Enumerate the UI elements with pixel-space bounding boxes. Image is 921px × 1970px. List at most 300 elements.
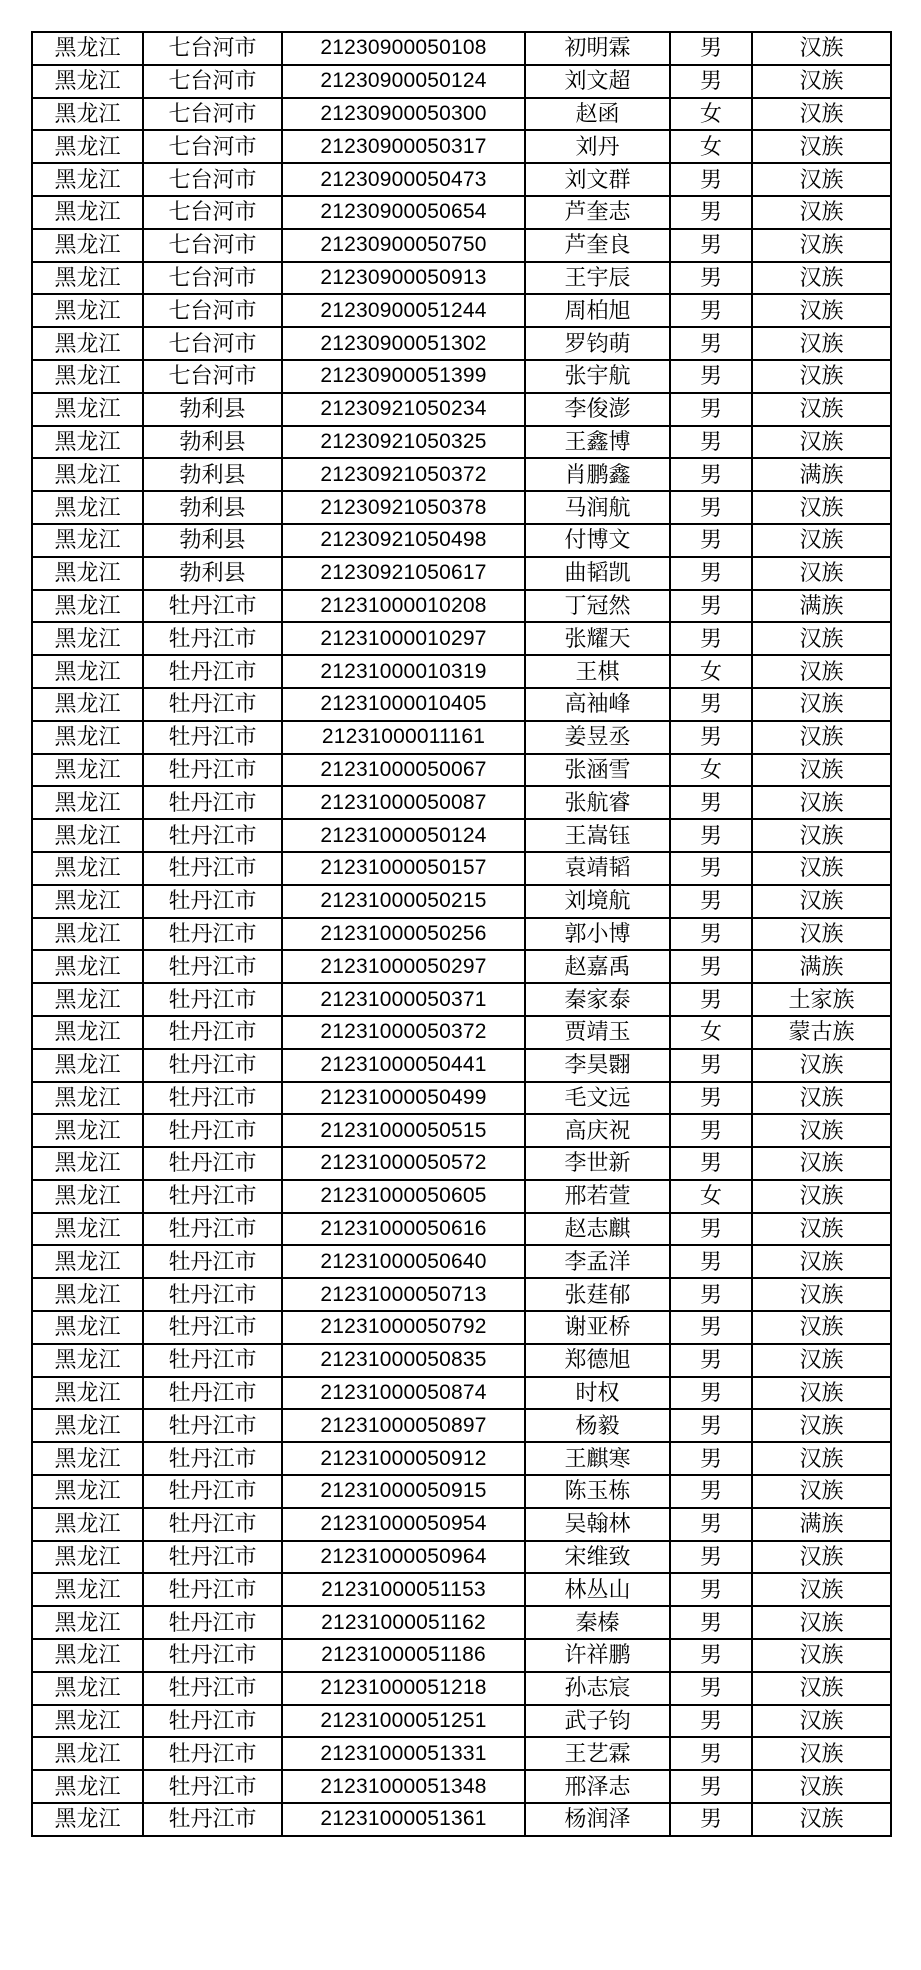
ethnicity-cell: 汉族 [752,1213,891,1246]
gender-cell: 男 [670,1344,752,1377]
province-cell: 黑龙江 [32,1442,143,1475]
city-cell: 牡丹江市 [143,754,282,787]
name-cell: 张耀天 [525,622,670,655]
name-cell: 高庆祝 [525,1114,670,1147]
city-cell: 勃利县 [143,458,282,491]
name-cell: 赵嘉禹 [525,950,670,983]
ethnicity-cell: 汉族 [752,1409,891,1442]
name-cell: 郑德旭 [525,1344,670,1377]
city-cell: 七台河市 [143,229,282,262]
name-cell: 王艺霖 [525,1737,670,1770]
gender-cell: 男 [670,721,752,754]
city-cell: 牡丹江市 [143,918,282,951]
name-cell: 王棋 [525,655,670,688]
city-cell: 牡丹江市 [143,1278,282,1311]
name-cell: 李昊翾 [525,1049,670,1082]
province-cell: 黑龙江 [32,885,143,918]
name-cell: 陈玉栋 [525,1475,670,1508]
table-row [32,557,891,590]
ethnicity-cell: 汉族 [752,754,891,787]
city-cell: 牡丹江市 [143,1770,282,1803]
exam-id-cell: 21231000050964 [282,1541,525,1574]
exam-id-cell: 21231000051153 [282,1573,525,1606]
name-cell: 李俊澎 [525,393,670,426]
city-cell: 七台河市 [143,262,282,295]
table-row [32,688,891,721]
ethnicity-cell: 汉族 [752,622,891,655]
ethnicity-cell: 汉族 [752,1082,891,1115]
table-row [32,360,891,393]
gender-cell: 女 [670,754,752,787]
city-cell: 牡丹江市 [143,885,282,918]
city-cell: 牡丹江市 [143,655,282,688]
gender-cell: 男 [670,229,752,262]
gender-cell: 男 [670,885,752,918]
ethnicity-cell: 汉族 [752,130,891,163]
ethnicity-cell: 汉族 [752,1672,891,1705]
table-row [32,32,891,65]
table-row [32,1803,891,1836]
ethnicity-cell: 满族 [752,590,891,623]
name-cell: 李世新 [525,1147,670,1180]
gender-cell: 男 [670,1737,752,1770]
province-cell: 黑龙江 [32,163,143,196]
province-cell: 黑龙江 [32,1770,143,1803]
city-cell: 牡丹江市 [143,852,282,885]
city-cell: 牡丹江市 [143,721,282,754]
city-cell: 七台河市 [143,163,282,196]
exam-id-cell: 21231000050572 [282,1147,525,1180]
gender-cell: 男 [670,1311,752,1344]
ethnicity-cell: 土家族 [752,983,891,1016]
name-cell: 王鑫博 [525,426,670,459]
province-cell: 黑龙江 [32,1147,143,1180]
name-cell: 宋维致 [525,1541,670,1574]
city-cell: 牡丹江市 [143,1377,282,1410]
name-cell: 赵函 [525,98,670,131]
gender-cell: 女 [670,98,752,131]
table-row [32,1770,891,1803]
exam-id-cell: 21231000050157 [282,852,525,885]
ethnicity-cell: 满族 [752,458,891,491]
table-row [32,98,891,131]
province-cell: 黑龙江 [32,1180,143,1213]
ethnicity-cell: 汉族 [752,852,891,885]
exam-id-cell: 21231000051251 [282,1705,525,1738]
name-cell: 杨润泽 [525,1803,670,1836]
ethnicity-cell: 汉族 [752,1245,891,1278]
city-cell: 勃利县 [143,557,282,590]
province-cell: 黑龙江 [32,1344,143,1377]
city-cell: 七台河市 [143,98,282,131]
province-cell: 黑龙江 [32,1311,143,1344]
name-cell: 贾靖玉 [525,1016,670,1049]
exam-id-cell: 21231000050897 [282,1409,525,1442]
ethnicity-cell: 汉族 [752,557,891,590]
province-cell: 黑龙江 [32,688,143,721]
province-cell: 黑龙江 [32,983,143,1016]
ethnicity-cell: 汉族 [752,1770,891,1803]
name-cell: 刘文群 [525,163,670,196]
name-cell: 王宇辰 [525,262,670,295]
exam-id-cell: 21231000050835 [282,1344,525,1377]
gender-cell: 女 [670,655,752,688]
table-row [32,590,891,623]
exam-id-cell: 21231000051331 [282,1737,525,1770]
ethnicity-cell: 汉族 [752,1114,891,1147]
city-cell: 勃利县 [143,393,282,426]
exam-id-cell: 21231000050640 [282,1245,525,1278]
ethnicity-cell: 汉族 [752,1377,891,1410]
ethnicity-cell: 汉族 [752,1278,891,1311]
name-cell: 张莛郁 [525,1278,670,1311]
exam-id-cell: 21231000011161 [282,721,525,754]
province-cell: 黑龙江 [32,1049,143,1082]
ethnicity-cell: 汉族 [752,163,891,196]
exam-id-cell: 21231000051218 [282,1672,525,1705]
province-cell: 黑龙江 [32,294,143,327]
province-cell: 黑龙江 [32,1672,143,1705]
table-row [32,950,891,983]
city-cell: 牡丹江市 [143,1245,282,1278]
city-cell: 七台河市 [143,360,282,393]
ethnicity-cell: 汉族 [752,819,891,852]
ethnicity-cell: 汉族 [752,294,891,327]
name-cell: 张航睿 [525,786,670,819]
ethnicity-cell: 汉族 [752,1573,891,1606]
table-row [32,1082,891,1115]
table-row [32,754,891,787]
province-cell: 黑龙江 [32,1573,143,1606]
province-cell: 黑龙江 [32,1082,143,1115]
gender-cell: 男 [670,786,752,819]
table-row [32,1114,891,1147]
gender-cell: 男 [670,426,752,459]
table-row [32,1573,891,1606]
ethnicity-cell: 汉族 [752,360,891,393]
table-row [32,229,891,262]
province-cell: 黑龙江 [32,950,143,983]
exam-id-cell: 21230921050372 [282,458,525,491]
ethnicity-cell: 汉族 [752,426,891,459]
province-cell: 黑龙江 [32,1213,143,1246]
exam-id-cell: 21231000050954 [282,1508,525,1541]
city-cell: 七台河市 [143,327,282,360]
table-row [32,294,891,327]
table-row [32,1705,891,1738]
ethnicity-cell: 汉族 [752,65,891,98]
gender-cell: 男 [670,622,752,655]
exam-id-cell: 21230900050913 [282,262,525,295]
table-row [32,1639,891,1672]
province-cell: 黑龙江 [32,524,143,557]
ethnicity-cell: 汉族 [752,786,891,819]
city-cell: 牡丹江市 [143,622,282,655]
name-cell: 孙志宸 [525,1672,670,1705]
name-cell: 李孟洋 [525,1245,670,1278]
city-cell: 牡丹江市 [143,1803,282,1836]
city-cell: 牡丹江市 [143,1016,282,1049]
city-cell: 牡丹江市 [143,950,282,983]
name-cell: 赵志麒 [525,1213,670,1246]
province-cell: 黑龙江 [32,1016,143,1049]
table-row [32,426,891,459]
province-cell: 黑龙江 [32,1377,143,1410]
gender-cell: 男 [670,491,752,524]
province-cell: 黑龙江 [32,1705,143,1738]
city-cell: 七台河市 [143,65,282,98]
table-row [32,852,891,885]
table-row [32,1245,891,1278]
name-cell: 秦家泰 [525,983,670,1016]
name-cell: 郭小博 [525,918,670,951]
exam-id-cell: 21231000050124 [282,819,525,852]
gender-cell: 男 [670,360,752,393]
city-cell: 牡丹江市 [143,1114,282,1147]
gender-cell: 女 [670,1180,752,1213]
table-row [32,1541,891,1574]
student-roster-table [31,31,892,1837]
exam-id-cell: 21231000050605 [282,1180,525,1213]
exam-id-cell: 21230900050473 [282,163,525,196]
gender-cell: 男 [670,1475,752,1508]
province-cell: 黑龙江 [32,229,143,262]
gender-cell: 女 [670,1016,752,1049]
exam-id-cell: 21230900050654 [282,196,525,229]
province-cell: 黑龙江 [32,1475,143,1508]
gender-cell: 男 [670,688,752,721]
city-cell: 七台河市 [143,294,282,327]
exam-id-cell: 21231000050441 [282,1049,525,1082]
province-cell: 黑龙江 [32,721,143,754]
name-cell: 马润航 [525,491,670,524]
table-row [32,655,891,688]
name-cell: 高袖峰 [525,688,670,721]
province-cell: 黑龙江 [32,1639,143,1672]
table-row [32,1049,891,1082]
province-cell: 黑龙江 [32,360,143,393]
gender-cell: 男 [670,262,752,295]
gender-cell: 男 [670,1049,752,1082]
table-row [32,1147,891,1180]
exam-id-cell: 21231000051186 [282,1639,525,1672]
city-cell: 牡丹江市 [143,1672,282,1705]
province-cell: 黑龙江 [32,590,143,623]
exam-id-cell: 21231000050915 [282,1475,525,1508]
name-cell: 芦奎良 [525,229,670,262]
name-cell: 王麒寒 [525,1442,670,1475]
name-cell: 毛文远 [525,1082,670,1115]
gender-cell: 男 [670,1147,752,1180]
province-cell: 黑龙江 [32,622,143,655]
table-row [32,1737,891,1770]
exam-id-cell: 21231000010319 [282,655,525,688]
table-row [32,491,891,524]
gender-cell: 男 [670,294,752,327]
province-cell: 黑龙江 [32,1114,143,1147]
exam-id-cell: 21231000050215 [282,885,525,918]
name-cell: 林丛山 [525,1573,670,1606]
city-cell: 牡丹江市 [143,1147,282,1180]
ethnicity-cell: 汉族 [752,32,891,65]
ethnicity-cell: 汉族 [752,721,891,754]
ethnicity-cell: 汉族 [752,1541,891,1574]
city-cell: 牡丹江市 [143,1705,282,1738]
exam-id-cell: 21231000050499 [282,1082,525,1115]
table-row [32,1672,891,1705]
gender-cell: 男 [670,918,752,951]
province-cell: 黑龙江 [32,1606,143,1639]
city-cell: 牡丹江市 [143,1508,282,1541]
exam-id-cell: 21230900050124 [282,65,525,98]
name-cell: 时权 [525,1377,670,1410]
name-cell: 丁冠然 [525,590,670,623]
exam-id-cell: 21230900050750 [282,229,525,262]
province-cell: 黑龙江 [32,754,143,787]
gender-cell: 男 [670,1705,752,1738]
ethnicity-cell: 满族 [752,950,891,983]
table-row [32,524,891,557]
city-cell: 牡丹江市 [143,1049,282,1082]
name-cell: 许祥鹏 [525,1639,670,1672]
exam-id-cell: 21230921050234 [282,393,525,426]
table-row [32,983,891,1016]
gender-cell: 男 [670,1409,752,1442]
gender-cell: 男 [670,1803,752,1836]
name-cell: 周柏旭 [525,294,670,327]
province-cell: 黑龙江 [32,130,143,163]
city-cell: 牡丹江市 [143,1573,282,1606]
table-row [32,1606,891,1639]
province-cell: 黑龙江 [32,393,143,426]
gender-cell: 男 [670,65,752,98]
exam-id-cell: 21231000050087 [282,786,525,819]
gender-cell: 男 [670,1114,752,1147]
table-row [32,1508,891,1541]
name-cell: 刘文超 [525,65,670,98]
table-row [32,1409,891,1442]
name-cell: 刘境航 [525,885,670,918]
exam-id-cell: 21231000050616 [282,1213,525,1246]
gender-cell: 男 [670,557,752,590]
province-cell: 黑龙江 [32,1409,143,1442]
province-cell: 黑龙江 [32,327,143,360]
exam-id-cell: 21230900050300 [282,98,525,131]
table-row [32,65,891,98]
name-cell: 姜昱丞 [525,721,670,754]
table-row [32,1344,891,1377]
name-cell: 肖鹏鑫 [525,458,670,491]
ethnicity-cell: 汉族 [752,524,891,557]
gender-cell: 男 [670,1508,752,1541]
gender-cell: 男 [670,32,752,65]
exam-id-cell: 21231000051361 [282,1803,525,1836]
city-cell: 勃利县 [143,524,282,557]
ethnicity-cell: 汉族 [752,196,891,229]
city-cell: 牡丹江市 [143,1475,282,1508]
exam-id-cell: 21231000050874 [282,1377,525,1410]
ethnicity-cell: 汉族 [752,918,891,951]
ethnicity-cell: 汉族 [752,1311,891,1344]
city-cell: 牡丹江市 [143,819,282,852]
ethnicity-cell: 汉族 [752,491,891,524]
roster-body [32,32,891,1836]
ethnicity-cell: 汉族 [752,1049,891,1082]
city-cell: 牡丹江市 [143,1409,282,1442]
table-row [32,786,891,819]
exam-id-cell: 21231000051348 [282,1770,525,1803]
city-cell: 牡丹江市 [143,1606,282,1639]
name-cell: 初明霖 [525,32,670,65]
gender-cell: 男 [670,327,752,360]
gender-cell: 男 [670,1442,752,1475]
table-row [32,819,891,852]
ethnicity-cell: 汉族 [752,1803,891,1836]
ethnicity-cell: 汉族 [752,1344,891,1377]
name-cell: 吴翰林 [525,1508,670,1541]
table-row [32,1475,891,1508]
exam-id-cell: 21231000050515 [282,1114,525,1147]
exam-id-cell: 21231000050256 [282,918,525,951]
province-cell: 黑龙江 [32,262,143,295]
name-cell: 武子钧 [525,1705,670,1738]
city-cell: 牡丹江市 [143,983,282,1016]
name-cell: 王嵩钰 [525,819,670,852]
province-cell: 黑龙江 [32,426,143,459]
name-cell: 刘丹 [525,130,670,163]
city-cell: 牡丹江市 [143,1541,282,1574]
gender-cell: 男 [670,1606,752,1639]
ethnicity-cell: 汉族 [752,1737,891,1770]
city-cell: 七台河市 [143,130,282,163]
gender-cell: 男 [670,458,752,491]
gender-cell: 男 [670,524,752,557]
province-cell: 黑龙江 [32,32,143,65]
ethnicity-cell: 满族 [752,1508,891,1541]
gender-cell: 男 [670,1278,752,1311]
gender-cell: 男 [670,1541,752,1574]
gender-cell: 男 [670,819,752,852]
ethnicity-cell: 汉族 [752,655,891,688]
city-cell: 牡丹江市 [143,590,282,623]
table-row [32,885,891,918]
gender-cell: 男 [670,1639,752,1672]
city-cell: 牡丹江市 [143,1311,282,1344]
ethnicity-cell: 蒙古族 [752,1016,891,1049]
ethnicity-cell: 汉族 [752,1639,891,1672]
name-cell: 秦榛 [525,1606,670,1639]
province-cell: 黑龙江 [32,557,143,590]
province-cell: 黑龙江 [32,491,143,524]
province-cell: 黑龙江 [32,1541,143,1574]
name-cell: 袁靖韬 [525,852,670,885]
exam-id-cell: 21230900050317 [282,130,525,163]
table-row [32,1180,891,1213]
gender-cell: 男 [670,163,752,196]
name-cell: 邢若萱 [525,1180,670,1213]
city-cell: 勃利县 [143,491,282,524]
exam-id-cell: 21231000050371 [282,983,525,1016]
exam-id-cell: 21231000050912 [282,1442,525,1475]
province-cell: 黑龙江 [32,1737,143,1770]
province-cell: 黑龙江 [32,852,143,885]
city-cell: 牡丹江市 [143,1082,282,1115]
ethnicity-cell: 汉族 [752,393,891,426]
exam-id-cell: 21231000050067 [282,754,525,787]
name-cell: 曲韬凯 [525,557,670,590]
name-cell: 邢泽志 [525,1770,670,1803]
gender-cell: 男 [670,393,752,426]
